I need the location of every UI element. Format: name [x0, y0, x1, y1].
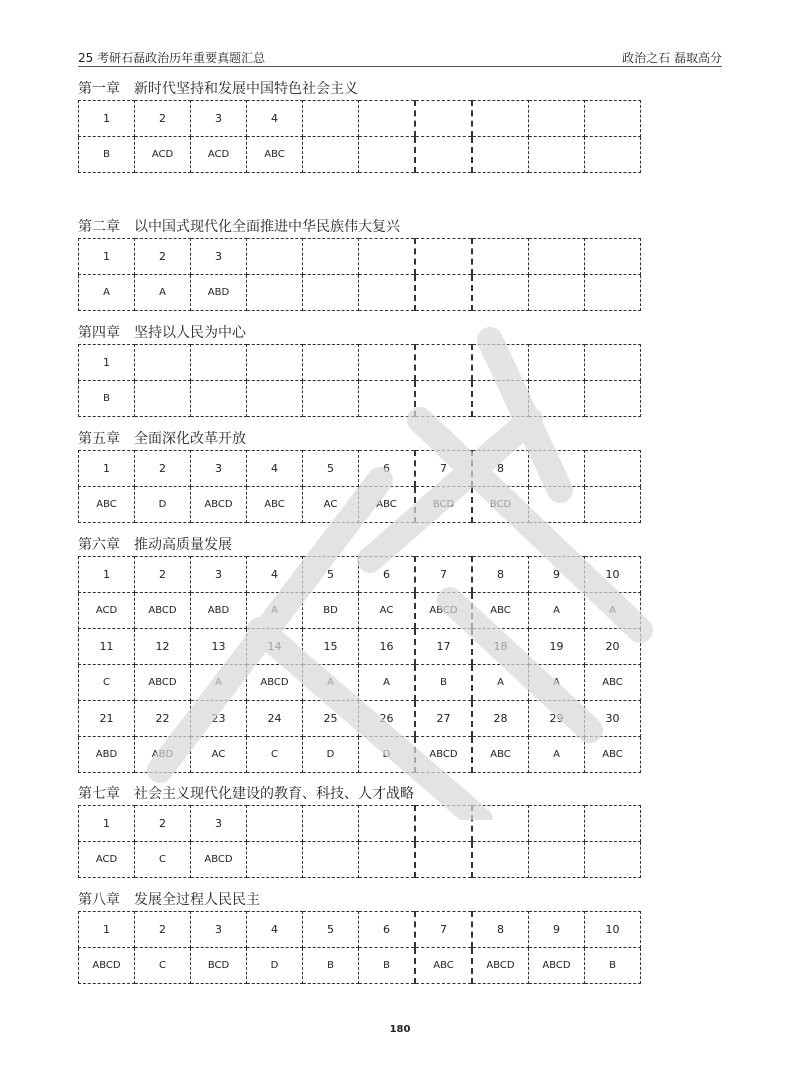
question-number-cell: 2 [135, 239, 191, 275]
question-number-cell: 1 [79, 101, 135, 137]
question-number-cell: 11 [79, 629, 135, 665]
question-number-cell: 7 [415, 912, 472, 948]
chapter-name: 以中国式现代化全面推进中华民族伟大复兴 [134, 219, 400, 235]
answer-row [79, 842, 641, 878]
question-number-cell: 2 [135, 557, 191, 593]
question-number-cell: 3 [191, 912, 247, 948]
answer-cell [472, 275, 529, 311]
chapter-section [78, 430, 628, 523]
question-number-cell: 27 [415, 701, 472, 737]
question-number-cell: 10 [585, 912, 641, 948]
answer-row [79, 275, 641, 311]
chapter-name: 社会主义现代化建设的教育、科技、人才战略 [134, 786, 414, 802]
question-number-cell: 8 [472, 451, 529, 487]
answer-cell: AC [191, 737, 247, 773]
answer-cell: ABCD [79, 948, 135, 984]
answer-row [79, 665, 641, 701]
question-number-row [79, 451, 641, 487]
question-number-cell: 15 [303, 629, 359, 665]
answer-cell: C [135, 842, 191, 878]
header-title: 25 考研石磊政治历年重要真题汇总 [78, 51, 266, 65]
answer-cell [135, 381, 191, 417]
question-number-cell [585, 451, 641, 487]
question-number-cell: 28 [472, 701, 529, 737]
answer-cell: ABCD [529, 948, 585, 984]
question-number-cell [415, 345, 472, 381]
question-number-cell [529, 239, 585, 275]
question-number-cell: 4 [247, 557, 303, 593]
answer-row [79, 948, 641, 984]
chapter-title [78, 891, 628, 909]
question-number-cell [247, 806, 303, 842]
question-number-cell [472, 101, 529, 137]
answer-cell [585, 842, 641, 878]
chapter-number: 第二章 [78, 219, 120, 235]
answer-cell [472, 381, 529, 417]
question-number-row [79, 701, 641, 737]
question-number-cell: 4 [247, 912, 303, 948]
chapter-name: 坚持以人民为中心 [134, 325, 246, 341]
chapter-title [78, 218, 628, 236]
question-number-cell: 22 [135, 701, 191, 737]
answer-cell: B [303, 948, 359, 984]
answer-cell: ABC [585, 737, 641, 773]
answer-cell [303, 275, 359, 311]
answer-cell [415, 381, 472, 417]
question-number-cell [247, 239, 303, 275]
answer-cell: BD [303, 593, 359, 629]
question-number-cell: 14 [247, 629, 303, 665]
question-number-cell [303, 806, 359, 842]
answer-cell [585, 487, 641, 523]
answer-cell: B [79, 381, 135, 417]
answer-cell: ABC [472, 737, 529, 773]
chapter-section [78, 785, 628, 878]
question-number-cell: 9 [529, 557, 585, 593]
question-number-cell [415, 101, 472, 137]
chapter-name: 发展全过程人民民主 [134, 892, 260, 908]
question-number-cell: 26 [359, 701, 416, 737]
question-number-cell: 10 [585, 557, 641, 593]
question-number-cell [529, 101, 585, 137]
chapter-section [78, 80, 628, 173]
question-number-cell [135, 345, 191, 381]
answer-cell: B [585, 948, 641, 984]
chapter-number: 第八章 [78, 892, 120, 908]
question-number-cell: 9 [529, 912, 585, 948]
question-number-cell [415, 806, 472, 842]
answer-cell [585, 275, 641, 311]
question-number-cell: 3 [191, 451, 247, 487]
question-number-row [79, 101, 641, 137]
chapter-title [78, 785, 628, 803]
question-number-cell: 6 [359, 912, 416, 948]
answer-table [78, 805, 641, 878]
question-number-cell [585, 239, 641, 275]
answer-cell [415, 842, 472, 878]
answer-cell: ABCD [415, 737, 472, 773]
answer-table [78, 344, 641, 417]
question-number-cell: 29 [529, 701, 585, 737]
answer-cell [585, 137, 641, 173]
chapter-name: 全面深化改革开放 [134, 431, 246, 447]
answer-cell [247, 275, 303, 311]
answer-cell: ABCD [247, 665, 303, 701]
question-number-cell [529, 451, 585, 487]
chapter-number: 第五章 [78, 431, 120, 447]
answer-cell [303, 137, 359, 173]
answer-cell: D [359, 737, 416, 773]
question-number-cell: 1 [79, 345, 135, 381]
chapter-number: 第七章 [78, 786, 120, 802]
page-number: 180 [389, 1024, 411, 1035]
answer-cell [359, 275, 416, 311]
question-number-cell: 1 [79, 912, 135, 948]
question-number-cell: 21 [79, 701, 135, 737]
question-number-cell [359, 239, 416, 275]
answer-cell: AC [359, 593, 416, 629]
answer-cell: B [415, 665, 472, 701]
question-number-cell: 19 [529, 629, 585, 665]
answer-cell: ABCD [191, 842, 247, 878]
question-number-cell: 16 [359, 629, 416, 665]
answer-cell: ABCD [191, 487, 247, 523]
question-number-row [79, 629, 641, 665]
answer-cell: BCD [415, 487, 472, 523]
chapter-number: 第一章 [78, 81, 120, 97]
answer-row [79, 737, 641, 773]
question-number-cell: 1 [79, 451, 135, 487]
question-number-cell: 3 [191, 101, 247, 137]
answer-cell: A [135, 275, 191, 311]
answer-cell [472, 137, 529, 173]
question-number-cell: 24 [247, 701, 303, 737]
question-number-cell: 6 [359, 557, 416, 593]
answer-cell: ACD [135, 137, 191, 173]
question-number-cell: 12 [135, 629, 191, 665]
question-number-cell: 3 [191, 557, 247, 593]
question-number-cell [359, 101, 416, 137]
answer-table [78, 238, 641, 311]
answer-cell: ABC [79, 487, 135, 523]
answer-table [78, 911, 641, 984]
answer-cell: B [79, 137, 135, 173]
answer-cell: ABD [135, 737, 191, 773]
answer-cell: AC [303, 487, 359, 523]
question-number-cell: 23 [191, 701, 247, 737]
chapter-title [78, 80, 628, 98]
question-number-cell: 1 [79, 557, 135, 593]
chapter-name: 新时代坚持和发展中国特色社会主义 [134, 81, 358, 97]
answer-cell: C [247, 737, 303, 773]
question-number-cell: 2 [135, 451, 191, 487]
question-number-cell: 4 [247, 101, 303, 137]
question-number-row [79, 557, 641, 593]
chapter-title [78, 536, 628, 554]
answer-cell: BCD [191, 948, 247, 984]
answer-cell [247, 842, 303, 878]
question-number-cell [472, 806, 529, 842]
answer-cell: D [303, 737, 359, 773]
question-number-cell [472, 345, 529, 381]
answer-cell: BCD [472, 487, 529, 523]
chapter-number: 第四章 [78, 325, 120, 341]
question-number-cell [303, 345, 359, 381]
chapter-section [78, 218, 628, 311]
question-number-cell: 2 [135, 912, 191, 948]
answer-cell [359, 137, 416, 173]
answer-table [78, 556, 641, 773]
question-number-cell: 2 [135, 101, 191, 137]
answer-cell: ACD [191, 137, 247, 173]
question-number-cell [247, 345, 303, 381]
chapter-section [78, 324, 628, 417]
answer-cell: C [79, 665, 135, 701]
question-number-cell: 1 [79, 239, 135, 275]
question-number-cell: 7 [415, 557, 472, 593]
answer-cell: ABCD [135, 665, 191, 701]
question-number-cell: 8 [472, 557, 529, 593]
answer-cell: ABC [472, 593, 529, 629]
question-number-cell: 5 [303, 912, 359, 948]
answer-row [79, 593, 641, 629]
chapter-number: 第六章 [78, 537, 120, 553]
answer-cell: ABCD [135, 593, 191, 629]
answer-cell: ACD [79, 593, 135, 629]
answer-cell [359, 842, 416, 878]
answer-cell: A [303, 665, 359, 701]
question-number-cell [529, 806, 585, 842]
answer-cell [303, 381, 359, 417]
question-number-cell: 20 [585, 629, 641, 665]
question-number-cell [303, 239, 359, 275]
answer-cell: D [135, 487, 191, 523]
question-number-cell [529, 345, 585, 381]
question-number-cell: 18 [472, 629, 529, 665]
answer-cell: A [529, 665, 585, 701]
question-number-row [79, 806, 641, 842]
answer-cell [529, 275, 585, 311]
question-number-cell: 3 [191, 239, 247, 275]
question-number-row [79, 239, 641, 275]
answer-cell: ABD [191, 275, 247, 311]
question-number-cell [303, 101, 359, 137]
question-number-cell: 30 [585, 701, 641, 737]
answer-cell [415, 137, 472, 173]
answer-cell: A [585, 593, 641, 629]
question-number-cell [472, 239, 529, 275]
chapter-section [78, 891, 628, 984]
question-number-cell [359, 806, 416, 842]
page-header [78, 48, 722, 67]
question-number-cell [191, 345, 247, 381]
answer-cell: A [529, 593, 585, 629]
question-number-cell: 5 [303, 451, 359, 487]
answer-row [79, 137, 641, 173]
answer-cell: A [359, 665, 416, 701]
answer-cell [359, 381, 416, 417]
chapter-title [78, 324, 628, 342]
chapter-section [78, 536, 628, 773]
header-slogan: 政治之石 磊取高分 [622, 51, 722, 65]
question-number-cell: 4 [247, 451, 303, 487]
answer-row [79, 381, 641, 417]
question-number-cell: 6 [359, 451, 416, 487]
answer-cell [303, 842, 359, 878]
answer-cell: ABC [415, 948, 472, 984]
answer-cell: ABC [359, 487, 416, 523]
question-number-cell: 13 [191, 629, 247, 665]
question-number-row [79, 345, 641, 381]
question-number-cell [585, 101, 641, 137]
question-number-cell: 2 [135, 806, 191, 842]
answer-cell: A [472, 665, 529, 701]
answer-cell [191, 381, 247, 417]
question-number-cell: 8 [472, 912, 529, 948]
question-number-cell: 25 [303, 701, 359, 737]
question-number-cell: 5 [303, 557, 359, 593]
answer-cell [529, 381, 585, 417]
chapter-title [78, 430, 628, 448]
answer-cell: C [135, 948, 191, 984]
question-number-cell: 7 [415, 451, 472, 487]
answer-cell: ABC [247, 137, 303, 173]
answer-table [78, 100, 641, 173]
answer-cell: A [79, 275, 135, 311]
answer-cell: ABC [247, 487, 303, 523]
answer-cell: ACD [79, 842, 135, 878]
answer-cell [247, 381, 303, 417]
answer-cell: A [529, 737, 585, 773]
answer-cell: D [247, 948, 303, 984]
answer-cell [529, 137, 585, 173]
answer-cell: ABC [585, 665, 641, 701]
chapter-name: 推动高质量发展 [134, 537, 232, 553]
answer-cell [472, 842, 529, 878]
answer-cell [529, 487, 585, 523]
question-number-cell [585, 806, 641, 842]
question-number-cell [585, 345, 641, 381]
answer-cell [585, 381, 641, 417]
question-number-cell: 17 [415, 629, 472, 665]
answer-cell: B [359, 948, 416, 984]
answer-table [78, 450, 641, 523]
answer-cell: ABD [191, 593, 247, 629]
question-number-cell: 3 [191, 806, 247, 842]
answer-cell: A [191, 665, 247, 701]
answer-cell: ABCD [415, 593, 472, 629]
answer-cell [529, 842, 585, 878]
question-number-cell: 1 [79, 806, 135, 842]
question-number-row [79, 912, 641, 948]
question-number-cell [359, 345, 416, 381]
answer-cell: ABD [79, 737, 135, 773]
question-number-cell [415, 239, 472, 275]
answer-row [79, 487, 641, 523]
answer-cell: A [247, 593, 303, 629]
answer-cell: ABCD [472, 948, 529, 984]
answer-cell [415, 275, 472, 311]
